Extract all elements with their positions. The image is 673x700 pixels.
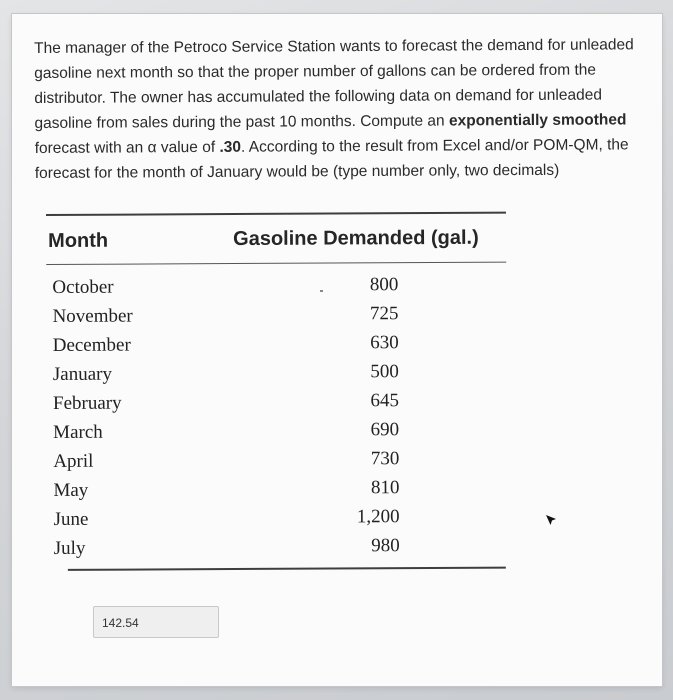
mouse-cursor-icon bbox=[544, 513, 558, 527]
cell-month: June bbox=[53, 508, 89, 530]
cell-month: May bbox=[53, 479, 89, 501]
question-card bbox=[12, 14, 662, 686]
question-text-part1: The manager of the Petroco Service Station wants to forecast the demand for unleaded gasoline next month so that the proper number of gallons can be ordered from the distributor. The owner has accumulated the following data on demand for unleaded gasoline from sales during the past 10 months. Compute an bbox=[34, 36, 634, 132]
table-row bbox=[47, 331, 509, 362]
question-text-part3: . According to the result from Excel and/or POM-QM, the forecast for the month of January would be (type number only, two decimals) bbox=[34, 136, 629, 182]
cell-demand: 800 bbox=[369, 274, 399, 296]
table-row bbox=[47, 447, 509, 478]
table-row bbox=[47, 389, 509, 420]
speck-mark bbox=[320, 290, 323, 292]
question-emphasis-alpha: .30 bbox=[219, 138, 242, 156]
cell-month: November bbox=[52, 305, 133, 327]
cell-demand: 630 bbox=[370, 332, 399, 354]
table-row bbox=[47, 360, 509, 391]
table-row bbox=[47, 476, 509, 507]
table-header-row bbox=[46, 214, 508, 264]
answer-value: 142.54 bbox=[102, 616, 139, 630]
table-body bbox=[46, 273, 510, 565]
demand-table bbox=[46, 212, 510, 571]
cell-month: January bbox=[52, 363, 112, 385]
cell-month: December bbox=[52, 334, 131, 356]
table-row bbox=[48, 505, 510, 536]
table-row bbox=[48, 534, 510, 565]
answer-input[interactable] bbox=[93, 606, 219, 638]
question-text-part2: forecast with an α value of bbox=[34, 138, 220, 157]
cell-demand: 725 bbox=[369, 303, 399, 325]
cell-month: April bbox=[53, 450, 94, 472]
question-text bbox=[34, 32, 655, 186]
cell-month: October bbox=[52, 276, 114, 298]
cell-demand: 980 bbox=[371, 535, 400, 557]
cell-month: February bbox=[52, 392, 122, 414]
cell-demand: 690 bbox=[370, 419, 400, 441]
question-emphasis-method: exponentially smoothed bbox=[448, 111, 627, 130]
cell-demand: 1,200 bbox=[356, 506, 400, 528]
cell-demand: 645 bbox=[370, 390, 400, 412]
table-row bbox=[46, 302, 508, 333]
table-row bbox=[46, 273, 508, 304]
cell-month: March bbox=[53, 421, 103, 443]
cell-month: July bbox=[53, 537, 86, 559]
cell-demand: 730 bbox=[370, 448, 400, 470]
cell-demand: 810 bbox=[370, 477, 400, 499]
column-header-demand: Gasoline Demanded (gal.) bbox=[233, 226, 479, 251]
column-header-month: Month bbox=[48, 229, 109, 252]
table-row bbox=[47, 418, 509, 449]
cell-demand: 500 bbox=[370, 361, 399, 383]
table-bottom-rule bbox=[68, 567, 506, 571]
